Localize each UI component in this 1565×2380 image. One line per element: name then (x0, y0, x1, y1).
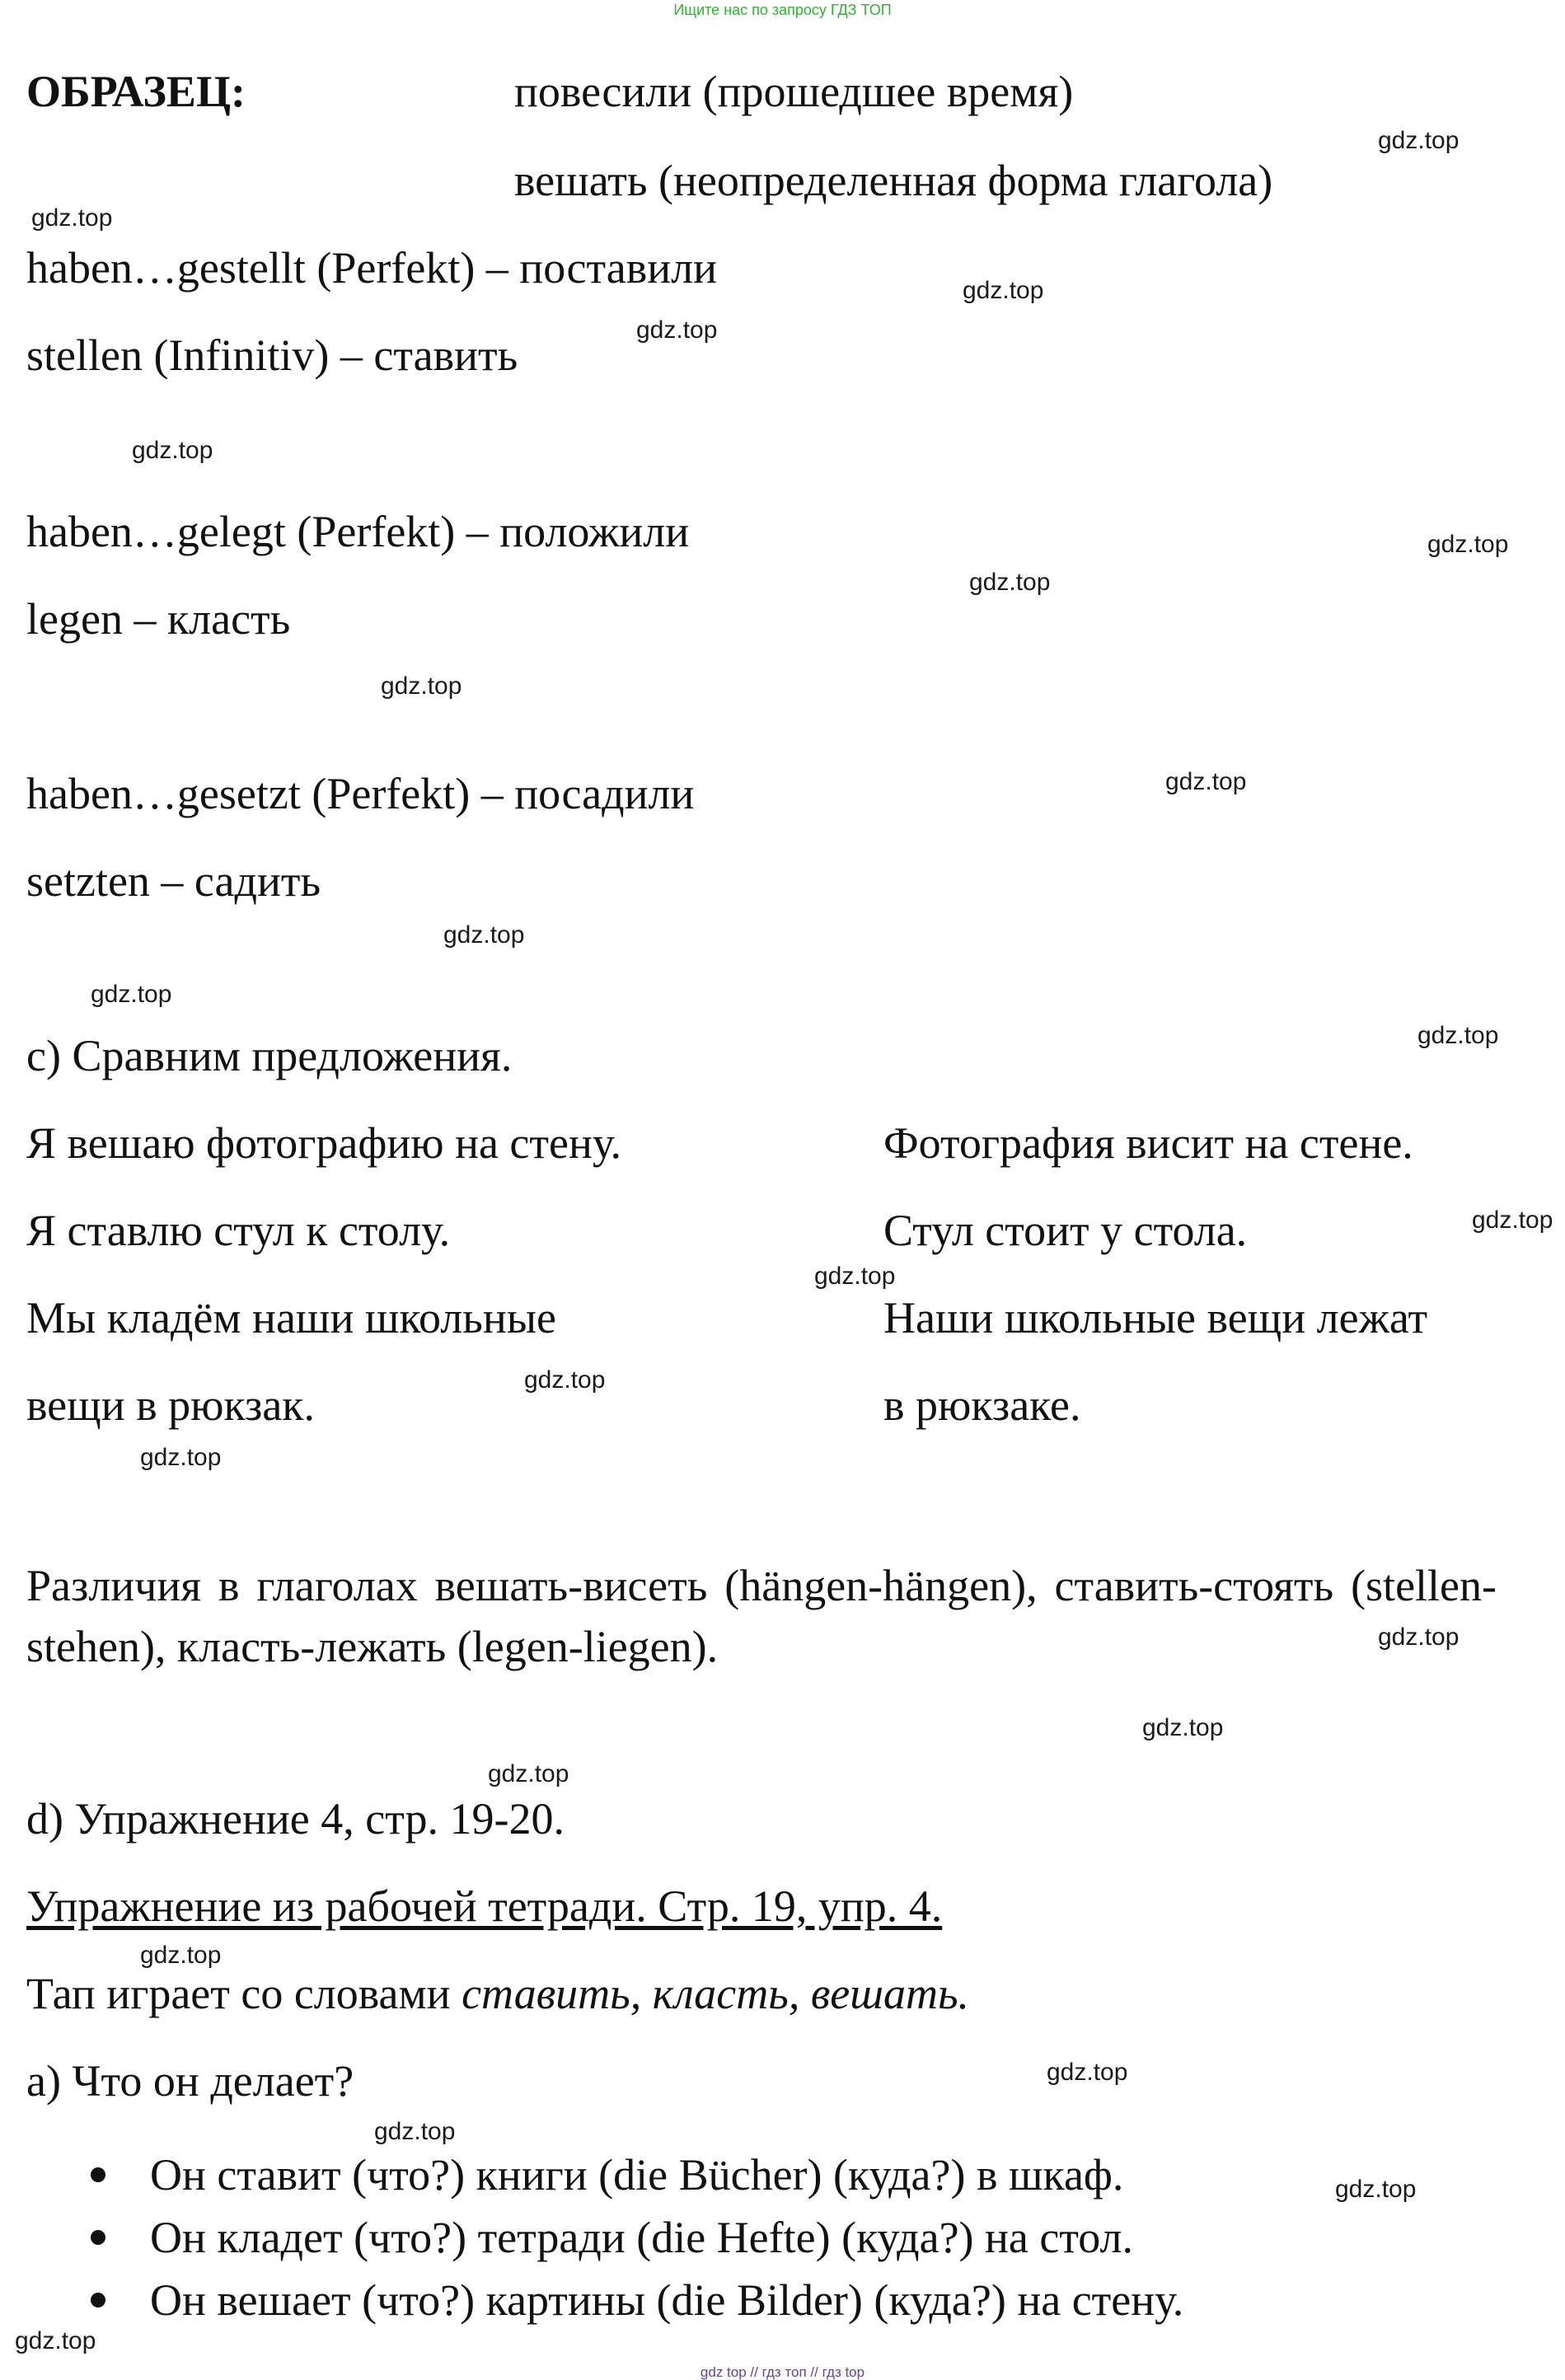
watermark-text: gdz.top (31, 204, 113, 232)
question-a: a) Что он делает? (26, 2056, 354, 2106)
sample-label: ОБРАЗЕЦ: (26, 67, 246, 116)
compare-left-4: вещи в рюкзак. (26, 1380, 316, 1430)
compare-left-1: Я вешаю фотографию на стену. (26, 1118, 621, 1168)
watermark-text: gdz.top (381, 672, 462, 700)
workbook-reference: Упражнение из рабочей тетради. Стр. 19, упр. 4. (26, 1881, 943, 1931)
watermark-text: gdz.top (140, 1444, 222, 1471)
watermark-text: gdz.top (1335, 2176, 1417, 2203)
section-c-heading: c) Сравним предложения. (26, 1031, 513, 1080)
compare-right-3: Наши школьные вещи лежат (883, 1293, 1428, 1342)
pair-1-infinitiv: stellen (Infinitiv) – ставить (26, 330, 518, 380)
watermark-text: gdz.top (524, 1366, 606, 1394)
watermark-text: gdz.top (1427, 531, 1509, 558)
bullet-item-3: Он вешает (что?) картины (die Bilder) (куда?) на стену. (150, 2275, 1184, 2325)
pair-2-perfekt: haben…gelegt (Perfekt) – положили (26, 507, 690, 556)
compare-right-2: Стул стоит у стола. (883, 1206, 1248, 1255)
sample-line-2: вешать (неопределенная форма глагола) (514, 156, 1273, 205)
watermark-text: gdz.top (1472, 1206, 1553, 1234)
bullet-item-1: Он ставит (что?) книги (die Bücher) (куда?) в шкаф. (150, 2150, 1124, 2200)
watermark-text: gdz.top (15, 2327, 96, 2354)
watermark-text: gdz.top (140, 1942, 222, 1969)
footer-note: gdz top // гдз топ // гдз top (700, 2364, 865, 2380)
compare-left-3: Мы кладём наши школьные (26, 1293, 556, 1342)
compare-right-4: в рюкзаке. (883, 1380, 1081, 1430)
bullet-item-2: Он кладет (что?) тетради (die Hefte) (куда?) на стол. (150, 2213, 1133, 2262)
watermark-text: gdz.top (1378, 127, 1460, 154)
watermark-text: gdz.top (1142, 1714, 1224, 1741)
intro-line (26, 1971, 969, 2016)
pair-3-infinitiv: setzten – садить (26, 856, 321, 906)
watermark-text: gdz.top (963, 277, 1044, 304)
watermark-text: gdz.top (814, 1263, 896, 1290)
bullet-dot-3 (91, 2293, 105, 2307)
watermark-text: gdz.top (1417, 1022, 1499, 1049)
watermark-text: gdz.top (91, 981, 172, 1008)
pair-2-infinitiv: legen – класть (26, 594, 291, 644)
watermark-text: gdz.top (1165, 768, 1247, 795)
sample-line-1: повесили (прошедшее время) (514, 67, 1074, 116)
pair-1-perfekt: haben…gestellt (Perfekt) – поставили (26, 243, 717, 293)
bullet-dot-2 (91, 2230, 105, 2245)
watermark-text: gdz.top (969, 569, 1051, 596)
watermark-text: gdz.top (443, 921, 525, 949)
intro-verbs: ставить, класть, вешать. (462, 1969, 970, 2018)
watermark-text: gdz.top (1047, 2059, 1128, 2086)
section-d-heading: d) Упражнение 4, стр. 19-20. (26, 1794, 565, 1844)
watermark-text: gdz.top (488, 1760, 569, 1787)
search-hint: Ищите нас по запросу ГДЗ ТОП (673, 2, 892, 18)
watermark-text: gdz.top (636, 316, 718, 344)
compare-left-2: Я ставлю стул к столу. (26, 1206, 451, 1255)
intro-plain: Тап играет со словами (26, 1969, 462, 2018)
watermark-text: gdz.top (1378, 1623, 1460, 1651)
differences-paragraph: Различия в глаголах вешать-висеть (hängen-hängen), ставить-стоять (stellen-stehen), класть-лежать (legen-liegen). (26, 1561, 1497, 1671)
watermark-text: gdz.top (374, 2118, 456, 2145)
pair-3-perfekt: haben…gesetzt (Perfekt) – посадили (26, 769, 695, 818)
compare-right-1: Фотография висит на стене. (883, 1118, 1413, 1168)
bullet-dot-1 (91, 2167, 105, 2182)
watermark-text: gdz.top (132, 437, 213, 464)
